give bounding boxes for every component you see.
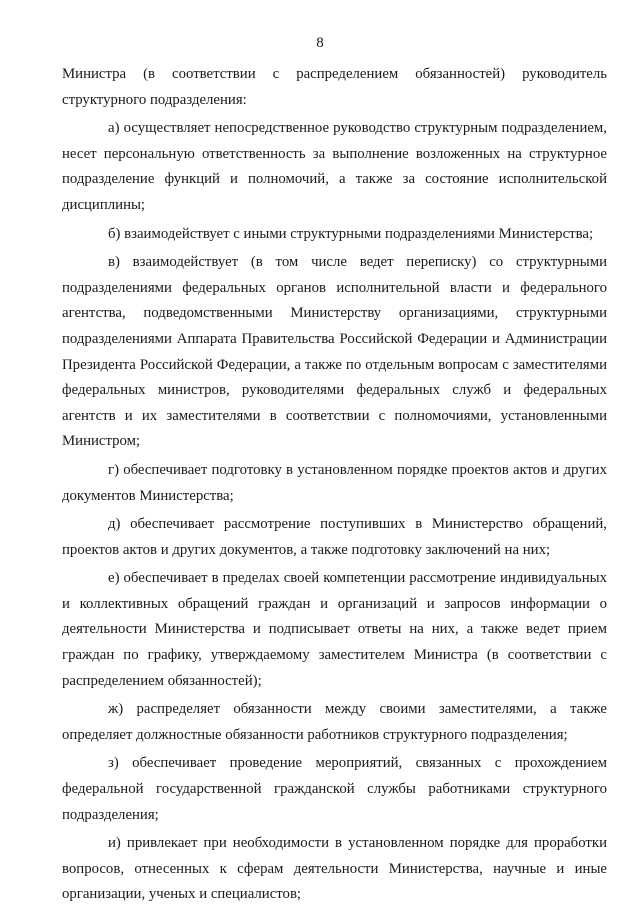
paragraph-item-g: г) обеспечивает подготовку в установленном порядке проектов актов и других документов Министерства; — [62, 461, 607, 504]
page-number: 8 — [316, 35, 324, 51]
paragraph-item-i: и) привлекает при необходимости в установленном порядке для проработки вопросов, отнесенных к сферам деятельности Министерства, научные и иные организации, ученых и специалистов; — [62, 835, 607, 903]
paragraph-item-v: в) взаимодействует (в том числе ведет переписку) со структурными подразделениями федеральных органов исполнительной власти и федерального агентства, подведомственными Министерству организациями, структурными подразделениями Аппарата Правительства Российской Федерации и Администрации Президента Российской Федерации, а также по отдельным вопросам с заместителями федеральных министров, руководителями федеральных служб и федеральных агентств и их заместителями в соответствии с полномочиями, установленными Министром; — [62, 254, 607, 450]
paragraph-item-e: е) обеспечивает в пределах своей компетенции рассмотрение индивидуальных и коллективных обращений граждан и организаций и запросов информации о деятельности Министерства и подписывает ответы на них, а также ведет прием граждан по графику, утверждаемому заместителем Министра (в соответствии с распределением обязанностей); — [62, 570, 607, 689]
document-body — [62, 62, 607, 911]
paragraph-item-b: б) взаимодействует с иными структурными подразделениями Министерства; — [108, 225, 594, 242]
paragraph-item-a: а) осуществляет непосредственное руководство структурным подразделением, несет персональную ответственность за выполнение возложенных на структурное подразделение функций и полномочий, а также за состояние исполнительской дисциплины; — [62, 120, 607, 213]
paragraph-intro: Министра (в соответствии с распределением обязанностей) руководитель структурного подразделения: — [62, 66, 607, 108]
paragraph-item-z: з) обеспечивает проведение мероприятий, связанных с прохождением федеральной государственной гражданской службы работниками структурного подразделения; — [62, 755, 607, 823]
paragraph-item-zh: ж) распределяет обязанности между своими заместителями, а также определяет должностные обязанности работников структурного подразделения; — [62, 701, 607, 743]
paragraph-item-d: д) обеспечивает рассмотрение поступивших в Министерство обращений, проектов актов и других документов, а также подготовку заключений на них; — [62, 516, 607, 558]
